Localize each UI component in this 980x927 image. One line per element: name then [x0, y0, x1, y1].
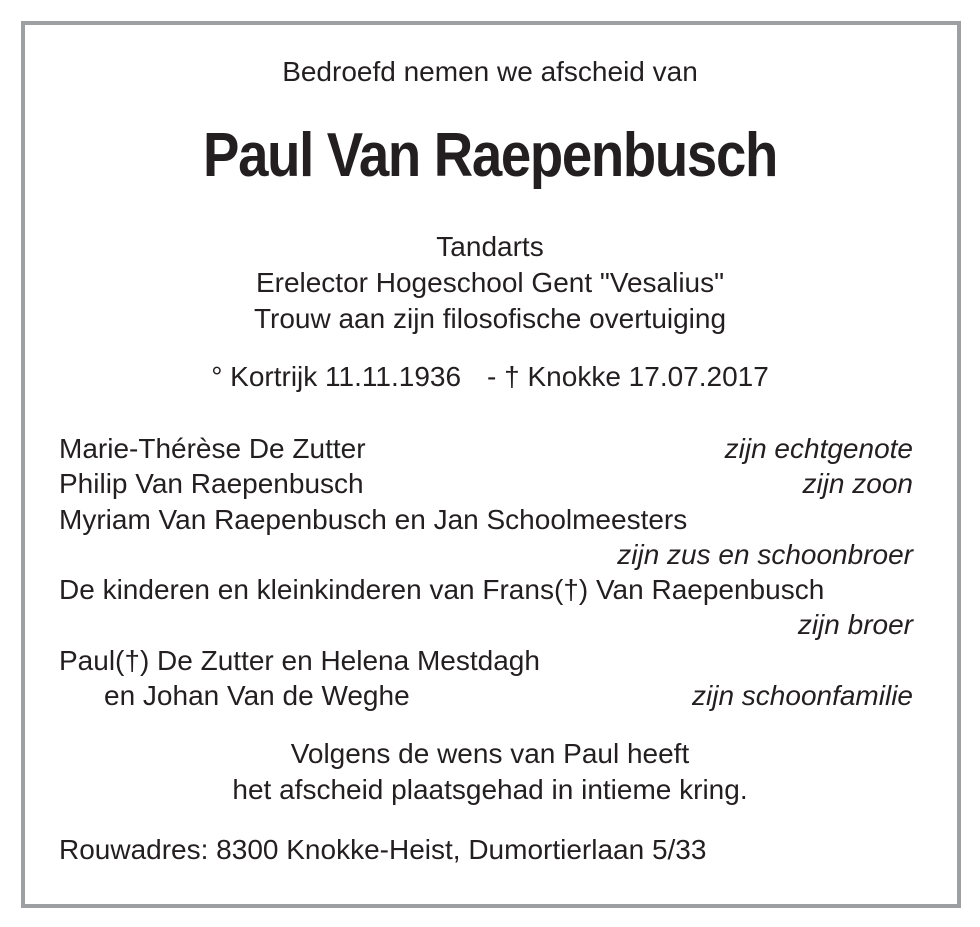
family-row [59, 431, 913, 467]
birth-date: ° Kortrijk 11.11.1936 [211, 361, 462, 392]
mourning-address: Rouwadres: 8300 Knokke-Heist, Dumortierlaan 5/33 [59, 834, 707, 865]
family-member-name: Paul(†) De Zutter en Helena Mestdagh [59, 645, 540, 676]
family-row [59, 643, 913, 679]
family-member-name: De kinderen en kleinkinderen van Frans(†) Van Raepenbusch [59, 574, 825, 605]
intro-text: Bedroefd nemen we afscheid van [282, 56, 698, 87]
family-member-name: Marie-Thérèse De Zutter [59, 433, 366, 464]
death-date: - † Knokke 17.07.2017 [487, 361, 769, 392]
family-relation: zijn broer [797, 609, 913, 640]
deceased-name: Paul Van Raepenbusch [203, 121, 777, 190]
life-dates [0, 359, 980, 395]
family-row [59, 466, 913, 502]
family-row [59, 537, 913, 573]
closing-line: het afscheid plaatsgehad in intieme kring. [232, 774, 748, 805]
family-row [59, 502, 913, 538]
family-member-name: Myriam Van Raepenbusch en Jan Schoolmeesters [59, 504, 688, 535]
family-row [59, 678, 913, 714]
family-relation: zijn schoonfamilie [692, 680, 913, 711]
family-row [59, 572, 913, 608]
family-row [59, 607, 913, 643]
title-profession: Tandarts [436, 231, 544, 262]
family-relation: zijn zus en schoonbroer [617, 539, 913, 570]
family-member-name: en Johan Van de Weghe [104, 680, 410, 711]
family-relation: zijn zoon [802, 468, 913, 499]
title-conviction: Trouw aan zijn filosofische overtuiging [253, 303, 727, 334]
family-relation: zijn echtgenote [724, 433, 913, 464]
closing-line: Volgens de wens van Paul heeft [290, 738, 690, 769]
family-member-name: Philip Van Raepenbusch [59, 468, 364, 499]
title-lecturer: Erelector Hogeschool Gent "Vesalius" [255, 267, 725, 298]
